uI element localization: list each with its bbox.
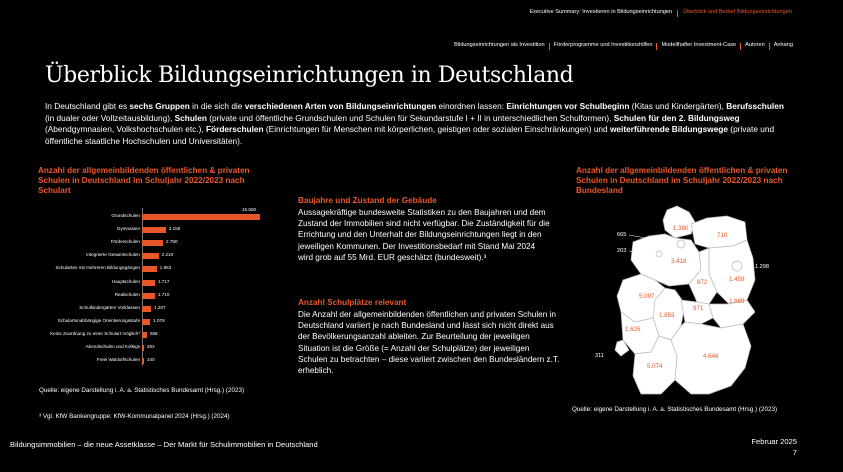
section-heading-schulplaetze: Anzahl Schulplätze relevant (298, 298, 407, 307)
bar (142, 240, 163, 246)
germany-map-graphic (595, 200, 815, 400)
bar-value-label: 2.790 (166, 239, 178, 245)
map-value-sl: 311 (595, 353, 604, 359)
page-number: 7 (792, 448, 797, 457)
bar-row (32, 251, 282, 261)
map-value-be: 1.298 (755, 264, 769, 270)
footer-title: Bildungsimmobilien – die neue Assetklasse – Der Markt für Schulimmobilien in Deutschland (10, 440, 318, 449)
bar-value-label: 1.717 (157, 278, 170, 284)
bar-value-label: 262 (147, 344, 155, 349)
bar-value-label: 15.650 (242, 207, 257, 212)
bar-value-label: 656 (149, 330, 158, 336)
nav-autoren[interactable]: Autoren (745, 42, 765, 48)
bar-row (32, 264, 282, 274)
map-value-sn: 1.689 (729, 298, 745, 305)
bar-label: Schulkindergärten Vorklassen (79, 304, 140, 310)
map-value-hh: 665 (617, 232, 627, 238)
bar-value-label: 1.207 (154, 304, 166, 310)
bar-value-label: 2.210 (161, 252, 174, 258)
map-value-by: 4.646 (703, 353, 719, 360)
bar-row (32, 207, 282, 222)
map-value-hb: 203 (617, 248, 627, 254)
nav-foerderprogramme[interactable]: Förderprogramme und Investitionshilfen (553, 42, 653, 48)
bar-row (32, 225, 282, 235)
map-value-mv: 710 (717, 232, 728, 239)
state-bremen (656, 251, 662, 257)
top-nav-primary (524, 9, 797, 17)
state-berlin (732, 261, 742, 271)
map-value-bw: 5.074 (647, 363, 663, 370)
bar-value-label: 1.963 (159, 265, 172, 271)
nav-anhang[interactable]: Anhang (773, 42, 793, 48)
bar-label: Hauptschulen (111, 278, 140, 284)
bar-row (32, 238, 282, 248)
bar (142, 306, 151, 312)
bar-row (32, 291, 282, 301)
map-value-bb: 1.459 (729, 276, 745, 283)
school-type-bar-chart (32, 204, 282, 366)
bar (142, 332, 147, 338)
footer-date: Februar 2025 (751, 437, 797, 446)
bar (142, 345, 144, 351)
bar-row (32, 330, 282, 340)
footer-date-page (751, 436, 797, 458)
bar (142, 266, 157, 272)
nav-executive-summary[interactable]: Executive Summary: Investieren in Bildungseinrichtungen (529, 9, 673, 15)
bar-label: Integrierte Gesamtschulen (86, 252, 140, 258)
bar-row (32, 278, 282, 288)
bar (142, 227, 166, 233)
map-value-th: 971 (693, 305, 704, 312)
chart-source: Quelle: eigene Darstellung i. A. a. Statistisches Bundesamt (Hrsg.) (2023) (39, 387, 245, 394)
bar-label: Grundschulen (111, 213, 140, 218)
section-heading-baujahre: Baujahre und Zustand der Gebäude (298, 196, 437, 205)
bar (142, 253, 159, 259)
bar-value-label: 3.158 (168, 226, 181, 232)
bar-row (32, 343, 282, 353)
nav-bildungseinrichtungen[interactable]: Bildungseinrichtungen als Investition (454, 42, 545, 48)
bar-label: Schularten mit mehreren Bildungsgängen (55, 265, 140, 271)
section-text-schulplaetze: Die Anzahl der allgemeinbildenden öffentlichen und privaten Schulen in Deutschland variiert je nach Bundesland und lässt sich nicht direkt aus der Bevölkerungsanzahl ableiten. Zur Beurteilung der jeweiligen Situation ist die Größe (= Anzahl der Schulplätze) der jeweiligen Schulen zu betrachten – diese variiert zwischen den Bundesländern z.T. erheblich. (298, 310, 560, 376)
nav-ueberblick[interactable]: Überblick und Bedarf Bildungseinrichtungen (683, 9, 792, 15)
page-title: Überblick Bildungseinrichtungen in Deutschland (45, 63, 574, 88)
bar-label: Keine Zuordnung zu einer Schulart möglich* (50, 330, 140, 336)
bar-value-label: 1.710 (157, 291, 170, 297)
map-source: Quelle: eigene Darstellung i. A. a. Statistisches Bundesamt (Hrsg.) (2023) (572, 406, 778, 413)
bar-value-label: 240 (147, 357, 155, 363)
map-value-ni: 3.418 (671, 258, 687, 265)
state-brandenburg (709, 240, 755, 304)
bar-label: Freie Waldorfschulen (96, 357, 140, 363)
section-text-baujahre: Aussagekräftige bundesweite Statistiken zu den Baujahren und dem Zustand der Immobilien sind nicht verfügbar. Die Zuständigkeit für die Errichtung und den Unterhalt der Bildungseinrichtungen liegt in den jeweiligen Kommunen. Der Investitionsbedarf mit Stand Mai 2024 wird grob auf 55 Mrd. EUR geschätzt (bundesweit).³ (298, 208, 550, 262)
top-nav-secondary (450, 42, 797, 50)
state-schleswig-holstein (663, 206, 695, 238)
bar (142, 358, 144, 364)
bar-label: Realschulen (114, 291, 140, 297)
map-heading: Anzahl der allgemeinbildenden öffentlichen & privaten Schulen in Deutschland im Schuljahr 2022/2023 nach Bundesland (576, 166, 788, 195)
bar-label: Förderschulen (110, 239, 140, 245)
state-thueringen (681, 300, 713, 324)
nav-investment-case[interactable]: Modellhafter Investment-Case (661, 42, 737, 48)
map-value-rp: 1.626 (625, 326, 641, 333)
map-value-sh: 1.380 (673, 225, 689, 232)
map-value-st: 872 (697, 279, 708, 286)
bar-value-label: 1.078 (153, 317, 165, 323)
bar-row (32, 317, 282, 327)
bar (142, 214, 260, 220)
map-value-he: 1.853 (659, 312, 675, 319)
bar-row (32, 304, 282, 314)
germany-map (595, 200, 815, 400)
footnote: ³ Vgl. KfW Bankengruppe: KfW-Kommunalpanel 2024 (Hrsg.) (2024) (39, 413, 230, 420)
bar-label: Gymnasien (116, 226, 140, 232)
bar-label: Abendschulen und Kollegs (85, 344, 140, 349)
bar-label: Schulartunabhängige Orientierungsstufe (57, 317, 140, 323)
intro-paragraph: In Deutschland gibt es sechs Gruppen in die sich die verschiedenen Arten von Bildungseinrichtungen einordnen lassen: Einrichtungen vor Schulbeginn (Kitas und Kindergärten), Berufsschulen (in dualer oder Vollzeitausbildung), Schulen (private und öffentliche Grundschulen und Schulen für Sekundarstufe I + II in unterschiedlichen Schulformen), Schulen für den 2. Bildungsweg (Abendgymnasien, Volkshochschulen etc.), Förderschulen (Einrichtungen für Menschen mit körperlichen, geistigen oder sozialen Einschränkungen) und weiterführende Bildungswege (private und öffentliche staatliche Hochschulen und Universitäten). (45, 101, 784, 146)
chart-heading: Anzahl der allgemeinbildenden öffentlichen & privaten Schulen in Deutschland im Schuljahr 2022/2023 nach Schulart (38, 166, 250, 195)
map-value-nw: 5.097 (639, 293, 655, 300)
bar (142, 280, 155, 286)
bar-row (32, 356, 282, 366)
bar (142, 319, 150, 325)
state-hamburg (677, 240, 685, 248)
bar (142, 293, 155, 299)
